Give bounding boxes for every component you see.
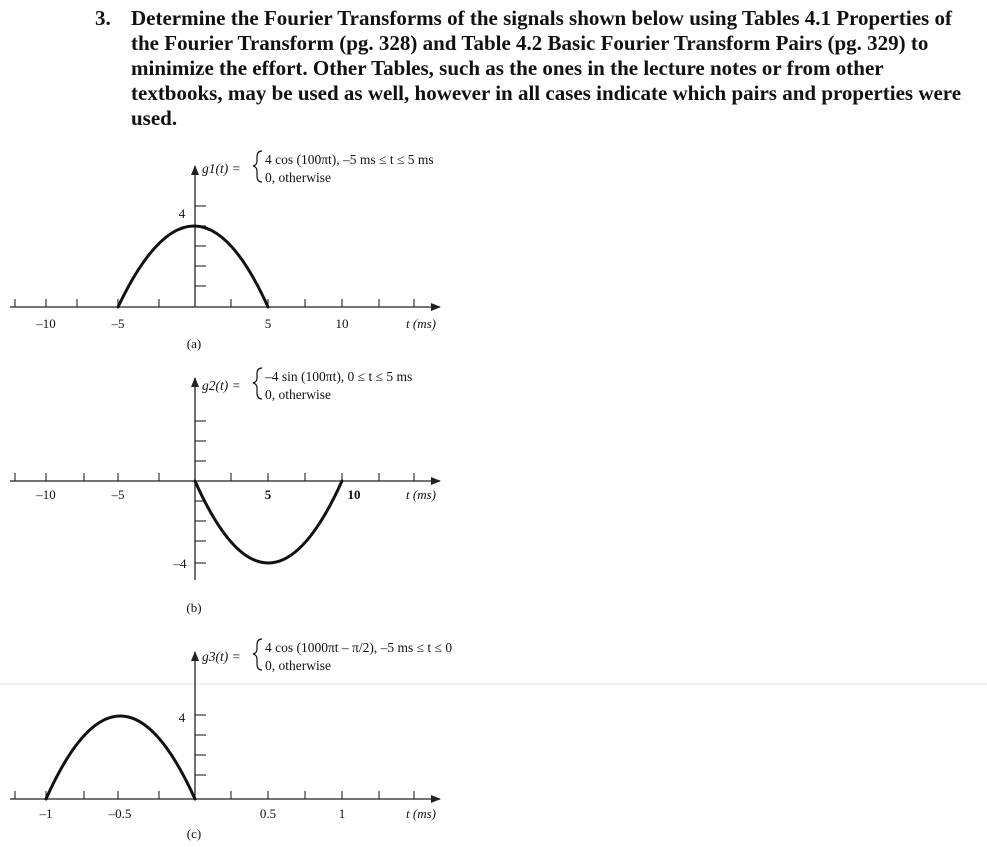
x-tick-label: 5 bbox=[264, 316, 272, 331]
x-ticks-c bbox=[15, 791, 414, 799]
caption-c: (c) bbox=[186, 826, 202, 841]
x-tick-label: –10 bbox=[36, 487, 56, 502]
problem-text: Determine the Fourier Transforms of the signals shown below using Tables 4.1 Properties of the Fourier Transform (pg. 328) and Table 4.2 Basic Fourier Transform Pairs (pg. 329) to minimize the effort. Other Tables, such as the ones in the lecture notes or from other textbooks, may be used as well, however in all cases indicate which pairs and properties were used. bbox=[131, 6, 962, 130]
equation-lhs-c: g3(t) = bbox=[202, 649, 241, 664]
x-tick-label: –1 bbox=[39, 806, 53, 821]
x-tick-label: –0.5 bbox=[108, 806, 132, 821]
y-tick-label-c: 4 bbox=[178, 710, 186, 725]
equation-lhs-b: g2(t) = bbox=[202, 378, 241, 393]
equation-case2-a: 0, otherwise bbox=[265, 170, 331, 185]
signal-curve-a bbox=[118, 226, 268, 307]
y-tick-label-a: 4 bbox=[178, 206, 186, 221]
caption-b: (b) bbox=[186, 600, 202, 615]
x-axis-label-b: t (ms) bbox=[406, 487, 436, 502]
x-axis-label-c: t (ms) bbox=[406, 806, 436, 821]
equation-lhs-a: g1(t) = bbox=[202, 161, 241, 176]
x-tick-label: 10 bbox=[335, 316, 349, 331]
equation-case2-c: 0, otherwise bbox=[265, 658, 331, 673]
equation-case2-b: 0, otherwise bbox=[265, 387, 331, 402]
brace-c bbox=[253, 639, 262, 670]
equation-case1-a: 4 cos (100πt), –5 ms ≤ t ≤ 5 ms bbox=[265, 152, 434, 167]
caption-a: (a) bbox=[186, 336, 202, 351]
x-tick-label: 0.5 bbox=[259, 806, 277, 821]
x-ticks-b bbox=[15, 473, 414, 481]
y-ticks-c bbox=[195, 715, 206, 775]
problem-number: 3. bbox=[95, 6, 111, 30]
figure-c bbox=[10, 639, 452, 841]
x-tick-label: 1 bbox=[338, 806, 346, 821]
brace-b bbox=[253, 368, 262, 399]
equation-case1-c: 4 cos (1000πt – π/2), –5 ms ≤ t ≤ 0 bbox=[265, 640, 453, 655]
brace-a bbox=[253, 151, 262, 182]
x-tick-label: –5 bbox=[111, 316, 125, 331]
x-tick-label: –10 bbox=[36, 316, 56, 331]
x-tick-label: 5 bbox=[264, 487, 272, 502]
equation-case1-b: –4 sin (100πt), 0 ≤ t ≤ 5 ms bbox=[265, 369, 413, 384]
figure-b bbox=[10, 368, 440, 615]
x-tick-label: 10 bbox=[347, 487, 361, 502]
x-tick-label: –5 bbox=[111, 487, 125, 502]
figure-a bbox=[10, 151, 440, 351]
y-ticks-a bbox=[195, 206, 206, 286]
y-tick-label-b: –4 bbox=[173, 556, 187, 571]
x-axis-label-a: t (ms) bbox=[406, 316, 436, 331]
x-ticks-a bbox=[15, 299, 414, 307]
signal-curve-c bbox=[46, 716, 195, 799]
